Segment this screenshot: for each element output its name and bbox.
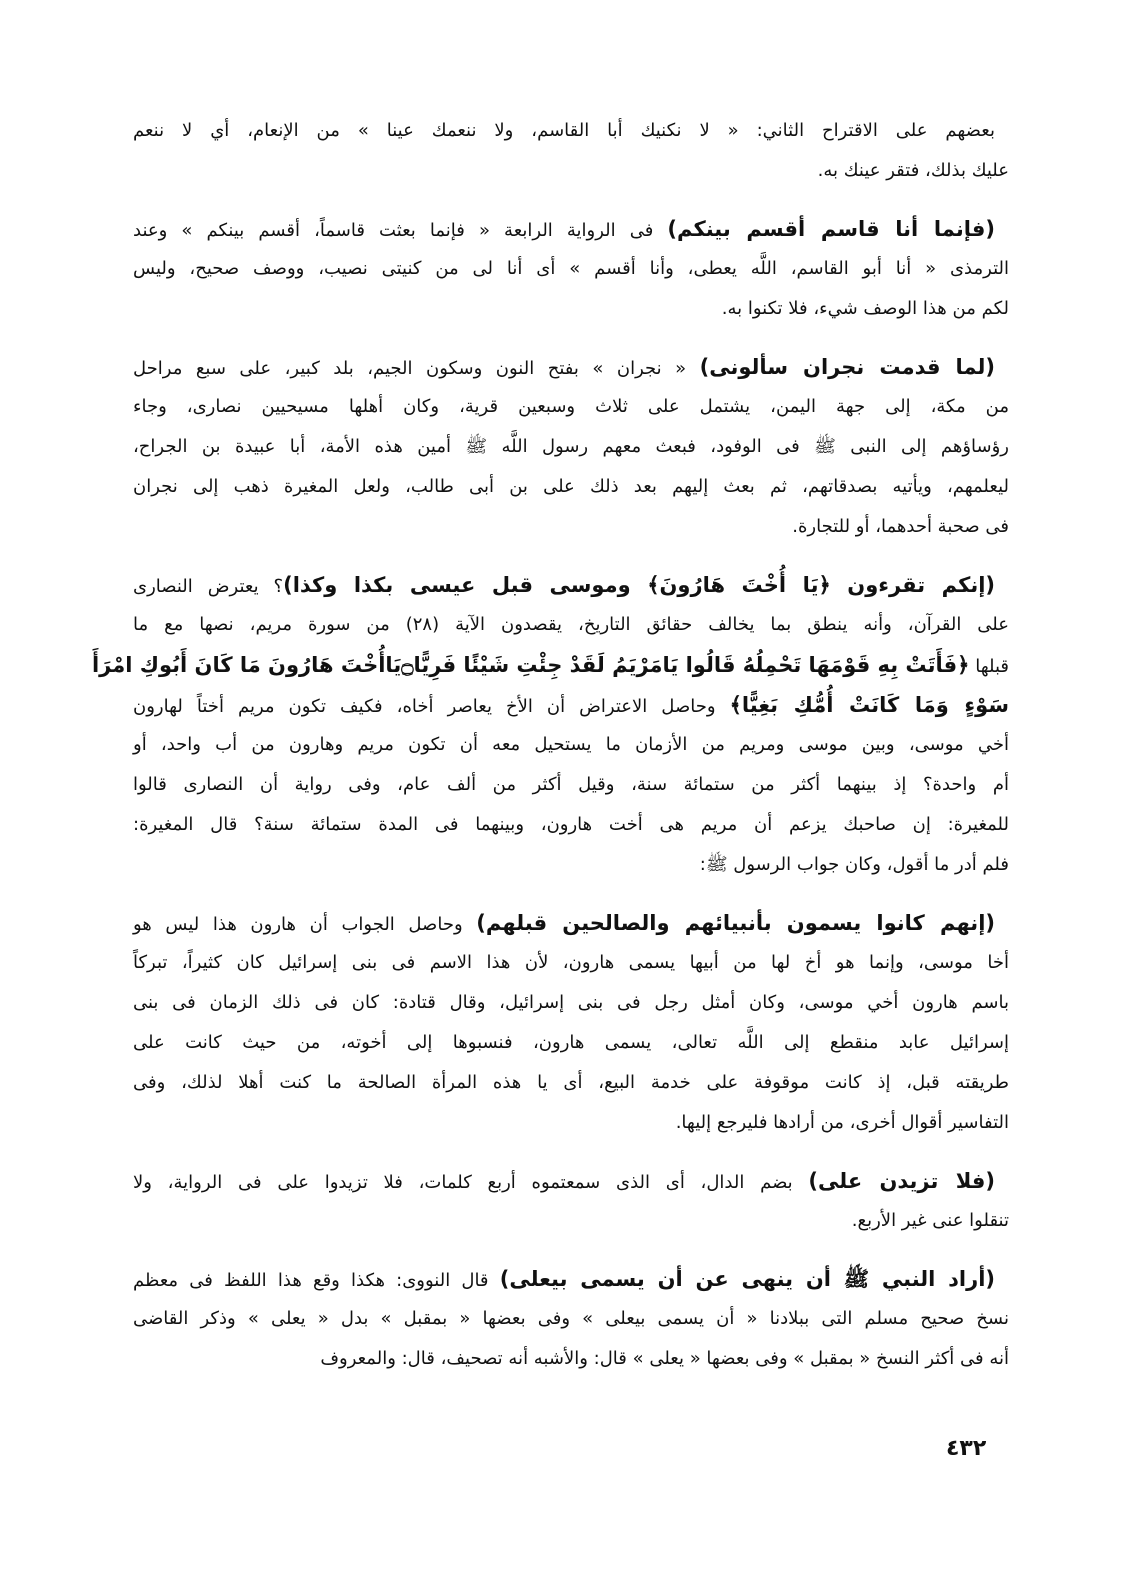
paragraph <box>133 1259 1009 1379</box>
text-line <box>133 805 1009 845</box>
body-text: طريقته قبل، إذ كانت موقوفة على خدمة البيع، أى يا هذه المرأة الصالحة ما كنت أهلا لذلك، وفى <box>133 1072 1009 1093</box>
text-line <box>133 1063 1009 1103</box>
body-text: تنقلوا عنى غير الأربع. <box>851 1210 1009 1231</box>
body-text: أنه فى أكثر النسخ « بمقبل » وفى بعضها « يعلى » قال: والأشبه أنه تصحيف، قال: والمعروف <box>320 1348 1009 1369</box>
heading-phrase: سَوْءٍ وَمَا كَانَتْ أُمُّكِ بَغِيًّا﴾ <box>729 693 1009 717</box>
body-text: « نجران » بفتح النون وسكون الجيم، بلد كبير، على سبع مراحل <box>133 358 700 379</box>
body-text: فى صحبة أحدهما، أو للتجارة. <box>792 516 1009 537</box>
text-line <box>133 427 1009 467</box>
heading-phrase: (لما قدمت نجران سألونى) <box>699 355 995 379</box>
body-text: ؟ يعترض النصارى <box>133 576 284 597</box>
text-line <box>133 249 1009 289</box>
body-text: وحاصل الجواب أن هارون هذا ليس هو <box>133 914 477 935</box>
heading-phrase: (إنكم تقرءون ﴿يَا أُخْتَ هَارُونَ﴾ وموسى قبل عيسى بكذا وكذا) <box>283 573 995 597</box>
text-line <box>133 1259 1009 1299</box>
body-text: وحاصل الاعتراض أن الأخ يعاصر أخاه، فكيف تكون مريم أختاً لهارون <box>133 696 730 717</box>
page-number: ٤٣٢ <box>946 1436 987 1461</box>
text-line <box>133 565 1009 605</box>
paragraph <box>133 209 1009 329</box>
body-text: أم واحدة؟ إذ بينهما أكثر من ستمائة سنة، وقيل أكثر من ألف عام، وفى رواية أن النصارى قالوا <box>133 774 1009 795</box>
body-text: على القرآن، وأنه ينطق بما يخالف حقائق التاريخ، يقصدون الآية (٢٨) من سورة مريم، نصها مع ما <box>133 614 1009 635</box>
paragraph <box>133 1161 1009 1241</box>
text-line <box>133 1161 1009 1201</box>
body-text: نسخ صحيح مسلم التى ببلادنا « أن يسمى بيعلى » وفى بعضها « بمقبل » بدل « يعلى » وذكر القاضى <box>133 1308 1009 1329</box>
text-line <box>133 289 1009 329</box>
body-text: الترمذى « أنا أبو القاسم، اللَّه يعطى، وأنا أقسم » أى أنا لى من كنيتى نصيب، ووصف صحيح، وليس <box>133 258 1009 279</box>
body-text: قال النووى: هكذا وقع هذا اللفظ فى معظم <box>133 1270 500 1291</box>
page-body <box>91 111 1009 1397</box>
text-line <box>133 1103 1009 1143</box>
paragraph <box>91 565 1009 885</box>
body-text: التفاسير أقوال أخرى، من أرادها فليرجع إليها. <box>675 1112 1009 1133</box>
text-line <box>133 685 1009 725</box>
text-line <box>133 943 1009 983</box>
heading-phrase: (إنهم كانوا يسمون بأنبيائهم والصالحين قبلهم) <box>476 911 995 935</box>
text-line <box>133 605 1009 645</box>
body-text: باسم هارون أخي موسى، وكان أمثل رجل فى بنى إسرائيل، وقال قتادة: كان فى ذلك الزمان فى بنى <box>133 992 1009 1013</box>
body-text: أخي موسى، وبين موسى ومريم من الأزمان ما يستحيل معه أن تكون مريم وهارون من أب واحد، أو <box>133 734 1009 755</box>
text-line <box>133 903 1009 943</box>
heading-phrase: (فلا تزيدن على) <box>808 1169 995 1193</box>
text-line <box>133 151 1009 191</box>
text-line <box>133 1339 1009 1379</box>
body-text: رؤساؤهم إلى النبى ﷺ فى الوفود، فبعث معهم رسول اللَّه ﷺ أمين هذه الأمة، أبا عبيدة بن الجراح، <box>133 436 1009 457</box>
body-text: أخا موسى، وإنما هو أخ لها من أبيها يسمى هارون، لأن هذا الاسم فى بنى إسرائيل كان كثيراً، تبركاً <box>133 952 1009 973</box>
body-text: بعضهم على الاقتراح الثاني: « لا نكنيك أبا القاسم، ولا ننعمك عينا » من الإنعام، أي لا ننعم <box>133 120 995 141</box>
body-text: فى الرواية الرابعة « فإنما بعثت قاسماً، أقسم بينكم » وعند <box>133 220 668 241</box>
body-text: فلم أدر ما أقول، وكان جواب الرسول ﷺ: <box>699 854 1009 875</box>
text-line <box>133 387 1009 427</box>
body-text: لكم من هذا الوصف شيء، فلا تكنوا به. <box>721 298 1009 319</box>
body-text: ليعلمهم، ويأتيه بصدقاتهم، ثم بعث إليهم بعد ذلك على بن أبى طالب، ولعل المغيرة ذهب إلى نجران <box>133 476 1009 497</box>
heading-phrase: ﴿فَأَتَتْ بِهِ قَوْمَهَا تَحْمِلُهُ قَالُوا يَامَرْيَمُ لَقَدْ جِئْتِ شَيْئًا فَرِيًّا۝يَاأُخْتَ هَارُونَ مَا كَانَ أَبُوكِ امْرَأَ <box>91 653 970 677</box>
text-line <box>133 467 1009 507</box>
text-line <box>133 1023 1009 1063</box>
text-line <box>133 111 1009 151</box>
heading-phrase: (فإنما أنا قاسم أقسم بينكم) <box>667 217 995 241</box>
text-line <box>133 1299 1009 1339</box>
body-text: عليك بذلك، فتقر عينك به. <box>817 160 1009 181</box>
paragraph <box>133 347 1009 547</box>
text-line <box>133 845 1009 885</box>
text-line <box>133 209 1009 249</box>
heading-phrase: (أراد النبي ﷺ أن ينهى عن أن يسمى بيعلى) <box>499 1267 995 1291</box>
text-line <box>133 1201 1009 1241</box>
paragraph <box>133 903 1009 1143</box>
text-line <box>133 507 1009 547</box>
text-line <box>133 765 1009 805</box>
text-line <box>133 725 1009 765</box>
text-line <box>91 645 1009 685</box>
body-text: للمغيرة: إن صاحبك يزعم أن مريم هى أخت هارون، وبينهما فى المدة ستمائة سنة؟ قال المغيرة: <box>133 814 1009 835</box>
body-text: بضم الدال، أى الذى سمعتموه أربع كلمات، فلا تزيدوا على فى الرواية، ولا <box>133 1172 809 1193</box>
body-text: قبلها <box>969 656 1009 677</box>
text-line <box>133 347 1009 387</box>
paragraph <box>133 111 1009 191</box>
body-text: من مكة، إلى جهة اليمن، يشتمل على ثلاث وسبعين قرية، وكان أهلها مسيحيين نصارى، وجاء <box>133 396 1009 417</box>
body-text: إسرائيل عابد منقطع إلى اللَّه تعالى، يسمى هارون، فنسبوها إلى أخوته، من حيث كانت على <box>133 1032 1009 1053</box>
text-line <box>133 983 1009 1023</box>
